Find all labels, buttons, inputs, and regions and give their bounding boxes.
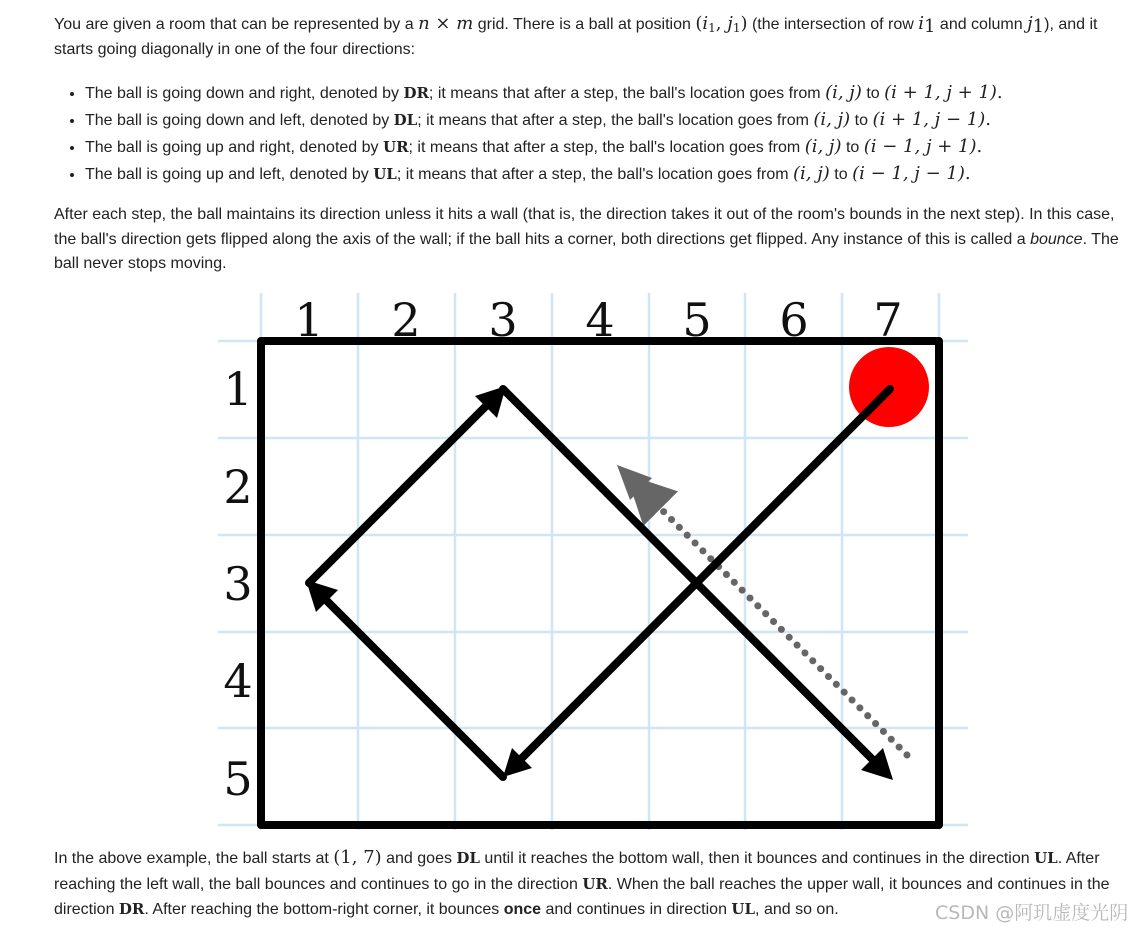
arrowhead-icon: [503, 748, 532, 777]
direction-code: DR: [403, 84, 429, 102]
ball-path: [309, 389, 890, 777]
subscript: 1: [924, 16, 936, 37]
math-from: (i, j): [804, 136, 842, 157]
direction-code: DL: [456, 849, 480, 867]
math-position: [695, 13, 747, 34]
period: .: [964, 163, 971, 184]
math-from: (i, j): [825, 82, 862, 103]
direction-text: ; it means that after a step, the ball's location goes from: [396, 166, 793, 183]
direction-text: to: [861, 85, 885, 102]
direction-text: ; it means that after a step, the ball's location goes from: [408, 139, 805, 156]
intro-paragraph: [54, 12, 1134, 62]
math-from: (i, j): [813, 109, 851, 130]
intro-text: You are given a room that can be represented by a: [54, 16, 419, 33]
direction-text: The ball is going up and right, denoted by: [85, 139, 383, 156]
math-times: ×: [429, 13, 457, 34]
paren: (: [695, 13, 703, 34]
period: .: [976, 136, 983, 157]
direction-item-dr: [85, 80, 1139, 107]
col-label: 2: [391, 293, 421, 347]
arrowheads: [306, 386, 893, 780]
direction-text: The ball is going down and right, denoted by: [85, 85, 404, 102]
arrowhead-icon: [861, 748, 893, 780]
intro-text: (the intersection of row: [747, 16, 919, 33]
bounce-text: After each step, the ball maintains its direction unless it hits a wall (that is, the direction takes it out of the room's bounds in the next step). In this case, the ball's direction gets flipped along the axis of the wall; if the ball hits a corner, both directions get flipped. Any instance of this is called a: [54, 206, 1115, 248]
math-i: i: [918, 13, 925, 34]
example-text: , and so on.: [755, 901, 839, 918]
row-label: 3: [223, 557, 253, 611]
math-start: (1, 7): [333, 847, 382, 868]
row-label: 2: [223, 460, 253, 514]
path-segment-dr: [503, 389, 878, 765]
direction-text: to: [841, 139, 864, 156]
example-text: . After reaching the left wall, the ball bounces and continues to go in the direction: [54, 850, 1100, 893]
intro-text: and column: [935, 16, 1028, 33]
arrowhead-icon: [306, 580, 338, 612]
math-from: (i, j): [793, 163, 830, 184]
intro-text: ), and it starts going diagonally in one of the four directions:: [54, 16, 1098, 58]
row-label: 1: [223, 362, 253, 416]
path-segment-ur: [309, 401, 491, 583]
comma: ,: [715, 13, 728, 34]
example-text: In the above example, the ball starts at: [54, 850, 334, 867]
arrowhead-icon: [475, 386, 506, 418]
column-labels: [294, 293, 902, 347]
watermark: CSDN @阿玑虚度光阴: [935, 902, 1129, 924]
math-i: i: [702, 13, 709, 34]
math-to: (i + 1, j − 1): [872, 109, 986, 130]
intro-text: grid. There is a ball at position: [473, 16, 696, 33]
row-label: 5: [223, 752, 253, 806]
example-text: until it reaches the bottom wall, then it bounces and continues in the direction: [479, 850, 1035, 867]
row-labels: [223, 362, 252, 806]
math-m: m: [456, 13, 474, 34]
col-label: 4: [585, 293, 615, 347]
col-label: 7: [873, 293, 903, 347]
period: .: [985, 109, 991, 130]
subscript: 1: [708, 21, 716, 35]
ball-icon: [849, 347, 929, 427]
direction-text: ; it means that after a step, the ball's location goes from: [417, 112, 814, 129]
direction-code: UL: [373, 165, 397, 183]
example-text: . After reaching the bottom-right corner, it bounces: [144, 901, 504, 918]
direction-text: The ball is going up and left, denoted by: [85, 166, 374, 183]
row-label: 4: [223, 654, 253, 708]
period: .: [996, 82, 1003, 103]
directions-list: [54, 80, 1139, 188]
subscript: 1: [732, 21, 741, 35]
direction-code: DL: [393, 111, 418, 129]
example-text: and goes: [381, 850, 457, 867]
col-label: 3: [488, 293, 518, 347]
direction-item-dl: [85, 107, 1139, 134]
direction-code: DR: [118, 900, 145, 918]
bounce-text: . The ball never stops moving.: [54, 230, 1119, 272]
subscript: 1: [1032, 16, 1045, 37]
example-text: and continues in direction: [541, 901, 732, 918]
path-segment-dl: [515, 389, 890, 765]
path-segment-ul: [321, 595, 503, 777]
direction-item-ul: [85, 161, 1139, 188]
paren: ): [740, 13, 748, 34]
math-j: j: [727, 13, 733, 34]
col-label: 5: [682, 293, 712, 347]
dotted-arrowhead-icon: [617, 465, 652, 500]
col-label: 6: [779, 293, 809, 347]
math-to: (i + 1, j + 1): [884, 82, 997, 103]
direction-text: to: [850, 112, 873, 129]
math-to: (i − 1, j + 1): [863, 136, 977, 157]
direction-code: UL: [1034, 849, 1058, 867]
direction-text: The ball is going down and left, denoted by: [85, 112, 394, 129]
bounce-paragraph: [54, 203, 1134, 277]
bounce-term: bounce: [1030, 230, 1083, 248]
grid-lines: [218, 293, 968, 830]
dotted-ul-arrow: [636, 484, 907, 755]
col-label: 1: [294, 293, 324, 347]
room-walls: [261, 341, 939, 825]
direction-code: UL: [731, 900, 756, 918]
direction-item-ur: [85, 134, 1139, 161]
direction-code: UR: [582, 874, 608, 893]
direction-text: to: [829, 166, 853, 183]
math-j: j: [1027, 13, 1033, 34]
math-n: n: [418, 13, 430, 34]
direction-code: UR: [382, 138, 409, 156]
example-text: . When the ball reaches the upper wall, it bounces and continues in the direction: [54, 875, 1110, 918]
emphasis-once: once: [503, 901, 542, 918]
math-to: (i − 1, j − 1): [852, 163, 965, 184]
direction-text: ; it means that after a step, the ball's location goes from: [428, 85, 826, 102]
